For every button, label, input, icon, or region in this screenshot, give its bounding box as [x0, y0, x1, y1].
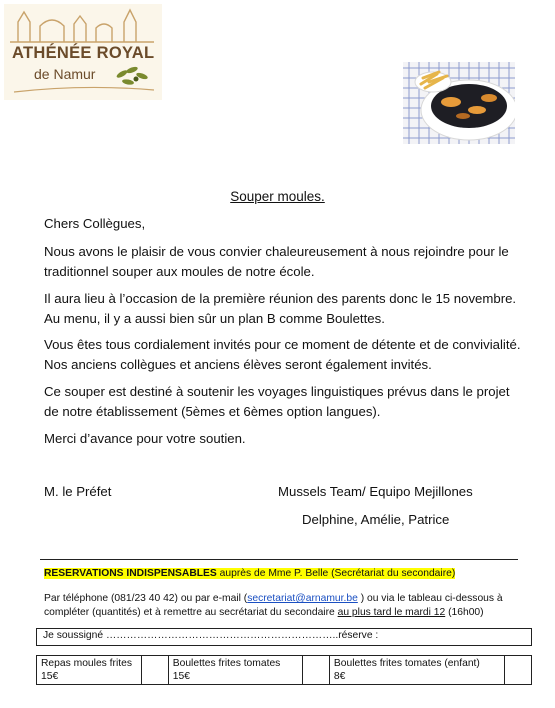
menu-item-price: 8€ [333, 671, 346, 682]
reservation-heading-bold: RESERVATIONS INDISPENSABLES [44, 568, 217, 579]
mussels-photo [403, 62, 515, 144]
reservation-instructions [44, 592, 522, 620]
deadline-time: (16h00) [445, 607, 484, 618]
phone-text: Par téléphone (081/23 40 42) ou par e-mail ( [44, 593, 248, 604]
signature-names: Delphine, Amélie, Patrice [302, 512, 450, 527]
greeting: Chers Collègues, [44, 216, 146, 231]
logo-line2: de Namur [34, 66, 96, 82]
menu-item-boulettes-enfant [329, 656, 505, 685]
letter-title: Souper moules. [230, 189, 325, 204]
quantity-cell-moules[interactable] [142, 656, 169, 685]
email-link[interactable]: secretariat@arnamur.be [247, 593, 358, 604]
menu-item-price: 15€ [41, 671, 59, 682]
menu-item-label: Boulettes frites tomates (enfant) [333, 658, 480, 669]
signature-left: M. le Préfet [44, 484, 112, 499]
olive-branch-icon [116, 66, 149, 86]
reservation-heading-rest: auprès de Mme P. Belle (Secrétariat du secondaire) [216, 568, 456, 579]
order-table [36, 655, 532, 685]
school-logo [4, 4, 162, 100]
divider [40, 559, 518, 560]
paragraph-5: Merci d’avance pour votre soutien. [44, 431, 246, 446]
paragraph-1: Nous avons le plaisir de vous convier chaleureusement à nous rejoindre pour le traditionnel souper aux moules de notre école. [44, 244, 509, 279]
paragraph-2: Il aura lieu à l’occasion de la première réunion des parents donc le 15 novembre. Au menu, il y a aussi bien sûr un plan B comme Boulettes. [44, 291, 517, 326]
paragraph-3: Vous êtes tous cordialement invités pour ce moment de détente et de convivialité. Nos anciens collègues et anciens élèves seront également invités. [44, 337, 521, 372]
menu-item-boulettes [168, 656, 303, 685]
logo-line1: ATHÉNÉE ROYAL [12, 44, 155, 62]
order-row [37, 656, 532, 685]
signature-right: Mussels Team/ Equipo Mejillones [278, 484, 473, 499]
quantity-cell-boulettes[interactable] [303, 656, 330, 685]
quantity-cell-boulettes-enfant[interactable] [505, 656, 532, 685]
soussigne-field[interactable] [36, 628, 532, 646]
paragraph-4: Ce souper est destiné à soutenir les voyages linguistiques prévus dans le projet de notre établissement (5èmes et 6èmes option langues). [44, 384, 510, 419]
menu-item-moules [37, 656, 142, 685]
deadline: au plus tard le mardi 12 [337, 607, 446, 618]
menu-item-price: 15€ [172, 671, 190, 682]
after-email-text: ) ou via le tableau ci-dessous à compléter (quantités) et à remettre au secrétariat du secondaire [44, 593, 503, 618]
reservation-heading [44, 568, 455, 579]
soussigne-label: Je soussigné …………………………………………………………..réserve : [43, 630, 379, 641]
menu-item-label: Repas moules frites [41, 658, 132, 669]
menu-item-label: Boulettes frites tomates [172, 658, 281, 669]
